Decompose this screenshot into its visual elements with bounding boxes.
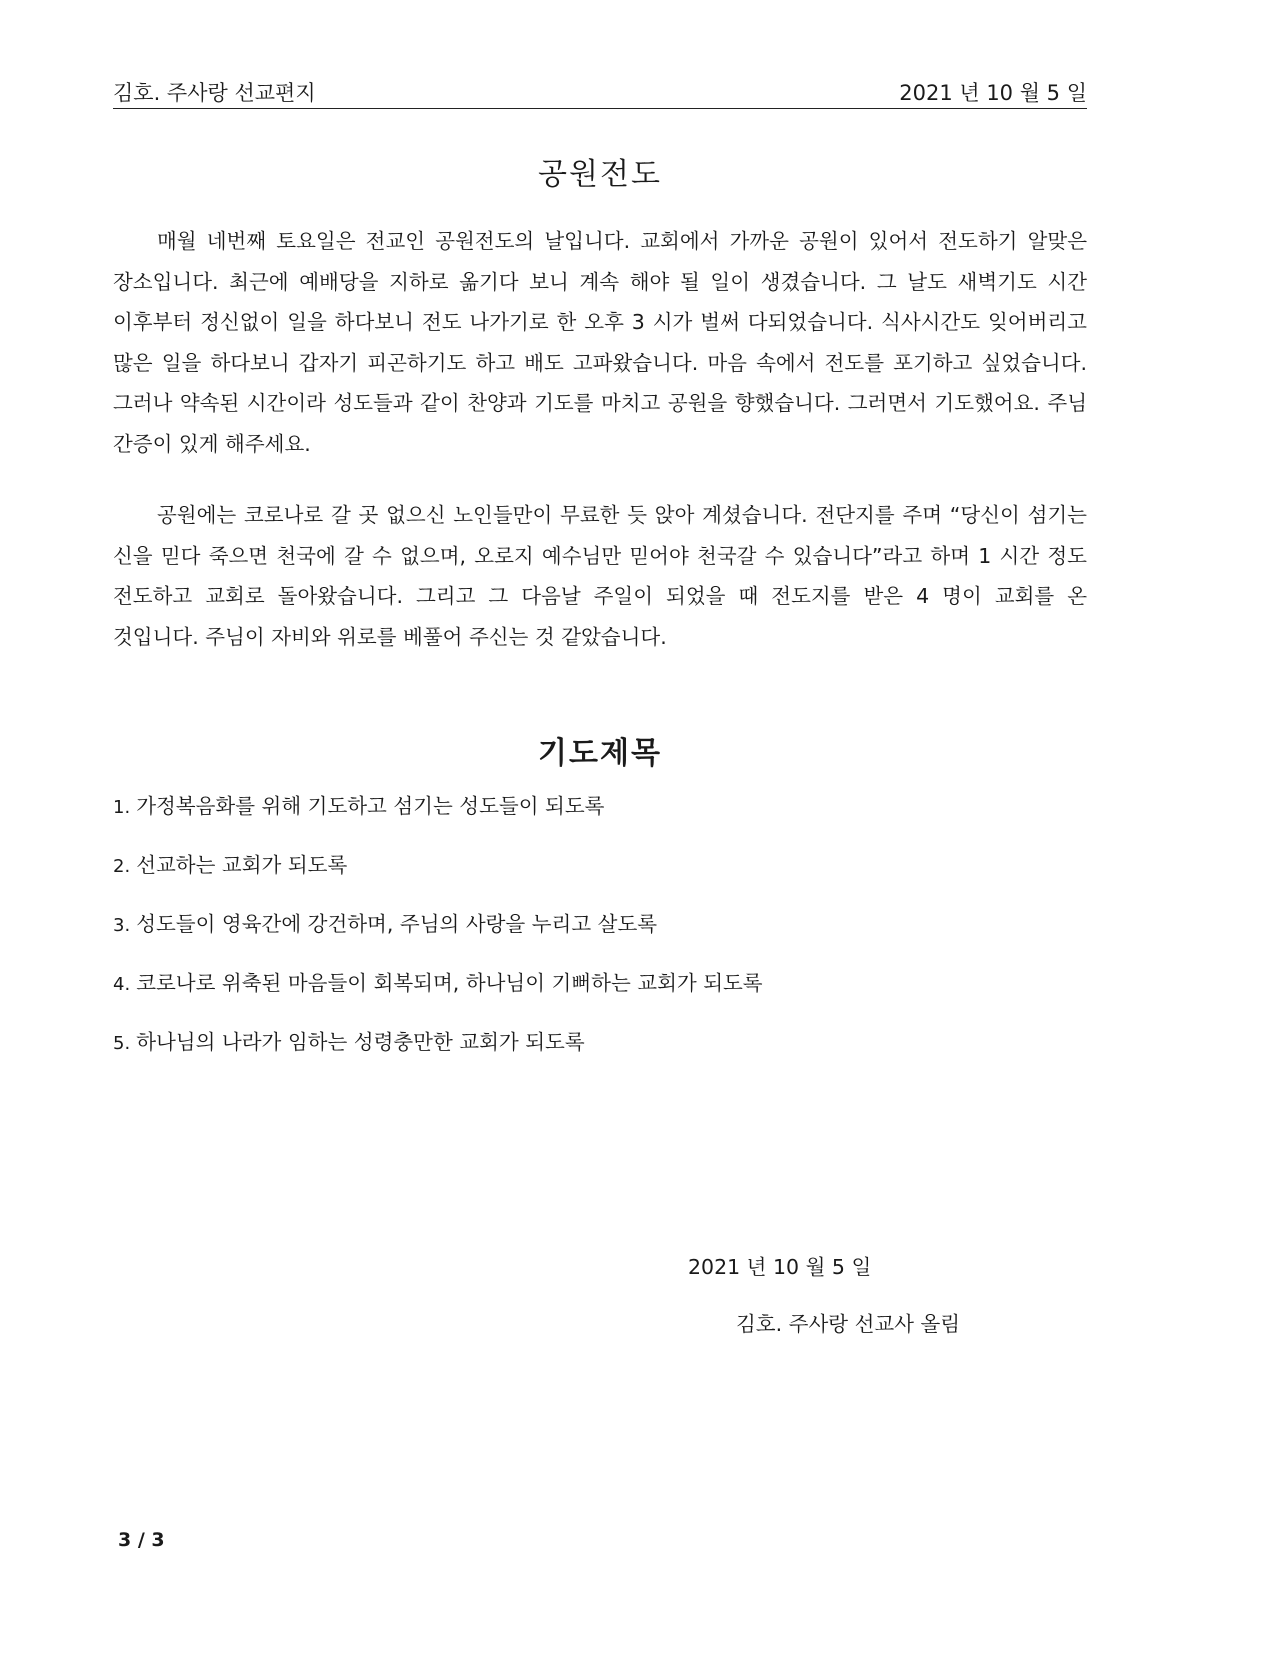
prayer-item-number: 1.	[113, 797, 131, 818]
body-paragraph: 매월 네번째 토요일은 전교인 공원전도의 날입니다. 교회에서 가까운 공원이 있어서 전도하기 알맞은 장소입니다. 최근에 예배당을 지하로 옮기다 보니 계속 해야 될 일이 생겼습니다. 그 날도 새벽기도 시간 이후부터 정신없이 일을 하다보니 전도 나가기로 한 오후 3 시가 벌써 다되었습니다. 식사시간도 잊어버리고 많은 일을 하다보니 갑자기 피곤하기도 하고 배도 고파왔습니다. 마음 속에서 전도를 포기하고 싶었습니다. 그러나 약속된 시간이라 성도들과 같이 찬양과 기도를 마치고 공원을 향했습니다. 그러면서 기도했어요. 주님 간증이 있게 해주세요.	[113, 229, 1087, 456]
signature-date: 2021 년 10 월 5 일	[688, 1255, 872, 1279]
prayer-item	[113, 1027, 585, 1059]
page-number: 3 / 3	[118, 1529, 165, 1551]
body-paragraph: 공원에는 코로나로 갈 곳 없으신 노인들만이 무료한 듯 앉아 계셨습니다. 전단지를 주며 “당신이 섬기는 신을 믿다 죽으면 천국에 갈 수 없으며, 오로지 예수님만 믿어야 천국갈 수 있습니다”라고 하며 1 시간 정도 전도하고 교회로 돌아왔습니다. 그리고 그 다음날 주일이 되었을 때 전도지를 받은 4 명이 교회를 온 것입니다. 주님이 자비와 위로를 베풀어 주신는 것 같았습니다.	[113, 503, 1087, 649]
section-title-park-evangelism: 공원전도	[538, 157, 662, 192]
prayer-item-text: 성도들이 영육간에 강건하며, 주님의 사랑을 누리고 살도록	[136, 912, 658, 936]
signature-name: 김호. 주사랑 선교사 올림	[736, 1312, 961, 1336]
header-date: 2021 년 10 월 5 일	[899, 81, 1087, 105]
header-title: 김호. 주사랑 선교편지	[113, 81, 316, 105]
prayer-item-text: 코로나로 위축된 마음들이 회복되며, 하나님이 기뻐하는 교회가 되도록	[136, 971, 763, 995]
section-title-prayer-requests: 기도제목	[538, 736, 662, 771]
prayer-item	[113, 909, 657, 941]
prayer-item	[113, 850, 347, 882]
prayer-item-text: 선교하는 교회가 되도록	[136, 853, 348, 877]
prayer-item-number: 4.	[113, 974, 131, 995]
page-header	[113, 78, 1087, 109]
prayer-item-number: 3.	[113, 915, 131, 936]
prayer-item-number: 2.	[113, 856, 131, 877]
prayer-item	[113, 791, 604, 823]
prayer-item	[113, 968, 763, 1000]
prayer-item-number: 5.	[113, 1033, 131, 1054]
prayer-item-text: 가정복음화를 위해 기도하고 섬기는 성도들이 되도록	[136, 794, 605, 818]
prayer-item-text: 하나님의 나라가 임하는 성령충만한 교회가 되도록	[136, 1030, 585, 1054]
